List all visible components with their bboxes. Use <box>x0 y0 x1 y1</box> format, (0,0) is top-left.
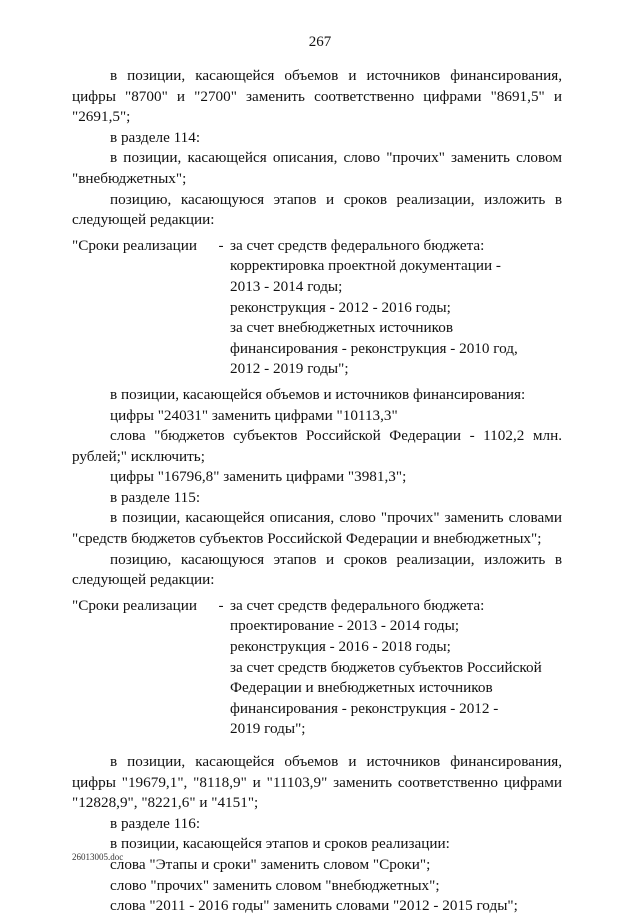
terms-dash: - <box>218 236 224 254</box>
terms-line: реконструкция - 2012 - 2016 годы; <box>230 298 451 316</box>
terms-value <box>230 236 562 380</box>
terms-line: корректировка проектной документации - <box>230 257 501 275</box>
section-heading: в разделе 114: <box>110 128 201 146</box>
page-number: 267 <box>308 34 332 50</box>
paragraph: позицию, касающуюся этапов и сроков реализации, изложить в следующей редакции: <box>72 190 562 229</box>
paragraph: в позиции, касающейся объемов и источников финансирования, цифры "8700" и "2700" заменить соответственно цифрами "8691,5" и "2691,5"; <box>72 67 562 126</box>
terms-value <box>230 596 562 740</box>
terms-block <box>72 596 562 740</box>
paragraph: в позиции, касающейся этапов и сроков реализации: <box>110 835 450 853</box>
terms-line: 2012 - 2019 годы"; <box>230 360 349 378</box>
terms-block <box>72 236 562 380</box>
paragraph: позицию, касающуюся этапов и сроков реализации, изложить в следующей редакции: <box>72 550 562 589</box>
terms-line: за счет средств федерального бюджета: <box>230 236 485 254</box>
paragraph: слова "2011 - 2016 годы" заменить словами "2012 - 2015 годы"; <box>110 897 518 915</box>
terms-line: за счет внебюджетных источников <box>230 319 454 337</box>
paragraph: слово "прочих" заменить словом "внебюджетных"; <box>110 876 440 894</box>
terms-label: "Сроки реализации <box>72 596 198 614</box>
paragraph: в позиции, касающейся описания, слово "прочих" заменить словом "внебюджетных"; <box>72 149 562 187</box>
terms-label: "Сроки реализации <box>72 236 198 254</box>
terms-line: за счет средств бюджетов субъектов Российской <box>230 658 542 676</box>
document-body <box>72 66 562 917</box>
paragraph: в позиции, касающейся объемов и источников финансирования, цифры "19679,1", "8118,9" и "11103,9" заменить соответственно цифрами "12828,9", "8221,6" и "4151"; <box>72 753 562 812</box>
terms-line: финансирования - реконструкция - 2012 - <box>230 699 499 717</box>
paragraph: цифры "16796,8" заменить цифрами "3981,3"; <box>110 468 407 486</box>
footer-filename: 26013005.doc <box>72 852 124 862</box>
paragraph: цифры "24031" заменить цифрами "10113,3" <box>110 406 398 424</box>
terms-line: реконструкция - 2016 - 2018 годы; <box>230 638 451 656</box>
paragraph: в позиции, касающейся объемов и источников финансирования: <box>110 385 526 403</box>
paragraph: в позиции, касающейся описания, слово "прочих" заменить словами "средств бюджетов субъектов Российской Федерации и внебюджетных"; <box>72 509 562 548</box>
paragraph: слова "Этапы и сроки" заменить словом "Сроки"; <box>110 855 431 873</box>
section-heading: в разделе 116: <box>110 814 201 832</box>
paragraph: слова "бюджетов субъектов Российской Федерации - 1102,2 млн. рублей;" исключить; <box>72 427 562 465</box>
terms-line: проектирование - 2013 - 2014 годы; <box>230 617 460 635</box>
terms-line: Федерации и внебюджетных источников <box>230 679 493 697</box>
terms-line: 2019 годы"; <box>230 720 306 738</box>
section-heading: в разделе 115: <box>110 488 201 506</box>
terms-line: финансирования - реконструкция - 2010 год, <box>230 339 518 357</box>
terms-line: за счет средств федерального бюджета: <box>230 596 485 614</box>
terms-line: 2013 - 2014 годы; <box>230 277 343 295</box>
terms-dash: - <box>218 596 224 614</box>
